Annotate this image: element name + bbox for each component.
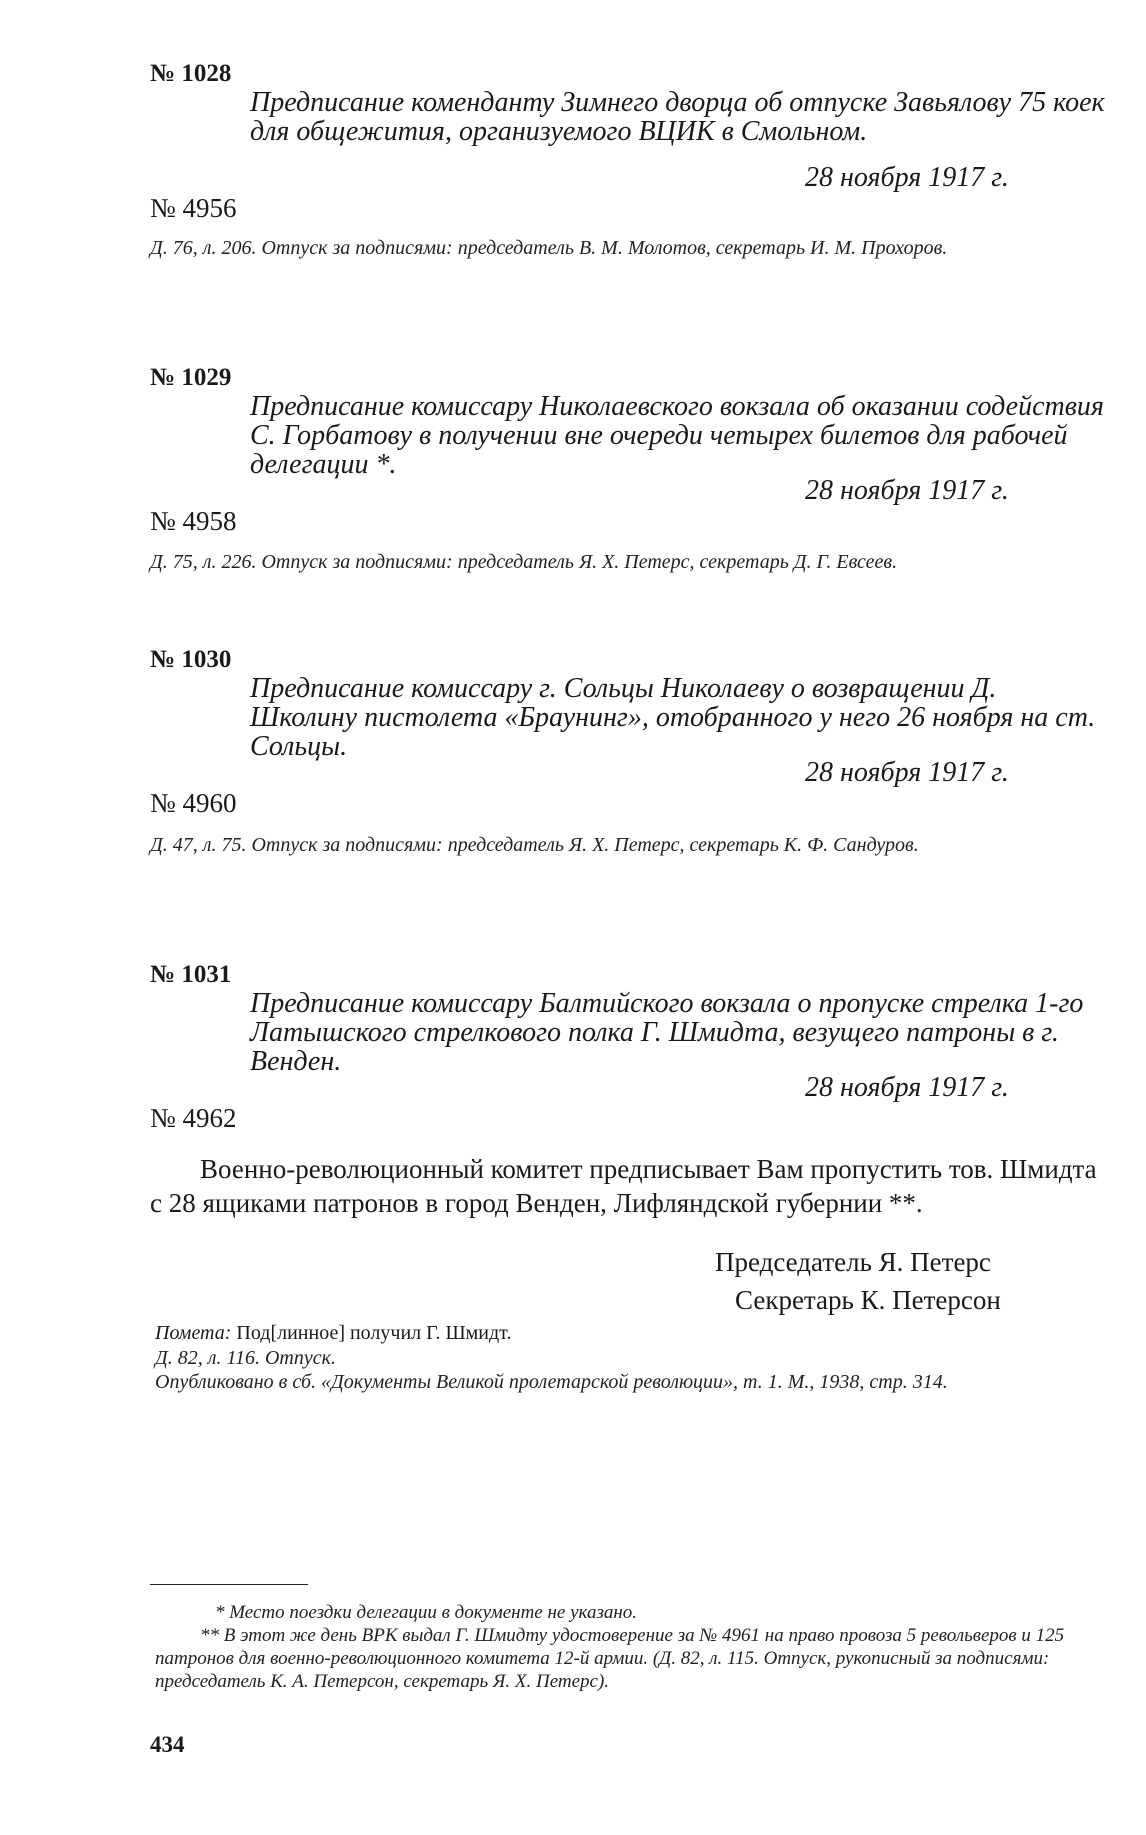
receipt-mark-text: Под[линное] получил Г. Шмидт.: [231, 1322, 512, 1344]
signature-chairman: Председатель Я. Петерс: [715, 1247, 991, 1277]
footnote: * Место поездки делегации в документе не указано.: [215, 1602, 638, 1623]
registry-number: № 4960: [150, 788, 237, 818]
archive-note: Д. 47, л. 75. Отпуск за подписями: председатель Я. Х. Петерс, секретарь К. Ф. Сандуров.: [150, 834, 919, 856]
publication-note: Опубликовано в сб. «Документы Великой пролетарской революции», т. 1. М., 1938, стр. 314.: [155, 1371, 948, 1393]
archive-note: Д. 75, л. 226. Отпуск за подписями: председатель Я. Х. Петерс, секретарь Д. Г. Евсеев.: [150, 551, 898, 573]
document-title: Предписание комиссару г. Сольцы Николаеву о возвращении Д. Школину пистолета «Браунинг», отобранного у него 26 ноября на ст. Сольцы.: [250, 673, 1096, 762]
document-date: 28 ноября 1917 г.: [805, 475, 1009, 506]
document-date: 28 ноября 1917 г.: [805, 162, 1009, 193]
page-number: 434: [150, 1732, 185, 1757]
archive-note: Д. 76, л. 206. Отпуск за подписями: председатель В. М. Молотов, секретарь И. М. Прохоров.: [150, 237, 948, 259]
document-body: Военно-революционный комитет предписывает Вам пропустить тов. Шмидта с 28 ящиками патронов в город Венден, Лифляндской губернии **.: [150, 1154, 1097, 1218]
source-note: Д. 82, л. 116. Отпуск.: [155, 1347, 336, 1369]
document-date: 28 ноября 1917 г.: [805, 1072, 1009, 1103]
signature-secretary: Секретарь К. Петерсон: [735, 1285, 1001, 1315]
document-title: Предписание комиссару Балтийского вокзала о пропуске стрелка 1-го Латышского стрелкового полка Г. Шмидта, везущего патроны в г. Венден.: [250, 988, 1084, 1077]
registry-number: № 4958: [150, 506, 237, 536]
document-number: № 1031: [150, 961, 232, 988]
receipt-mark: [155, 1322, 511, 1345]
registry-number: № 4962: [150, 1103, 237, 1133]
footnote: ** В этот же день ВРК выдал Г. Шмидту удостоверение за № 4961 на право провоза 5 револьверов и 125 патронов для военно-революционного комитета 12-й армии. (Д. 82, л. 115. Отпуск, рукописный за подписями: председатель К. А. Петерсон, секретарь Я. Х. Петерс).: [155, 1625, 1065, 1692]
document-number: № 1030: [150, 646, 232, 673]
document-number: № 1029: [150, 364, 232, 391]
footnote-divider: [150, 1584, 308, 1585]
document-date: 28 ноября 1917 г.: [805, 757, 1009, 788]
document-title: Предписание комиссару Николаевского вокзала об оказании содействия С. Горбатову в получении вне очереди четырех билетов для рабочей делегации *.: [250, 391, 1104, 480]
document-title: Предписание коменданту Зимнего дворца об отпуске Завьялову 75 коек для общежития, организуемого ВЦИК в Смольном.: [250, 87, 1105, 147]
receipt-mark-label: Помета:: [155, 1322, 232, 1344]
registry-number: № 4956: [150, 193, 237, 223]
document-number: № 1028: [150, 60, 232, 87]
